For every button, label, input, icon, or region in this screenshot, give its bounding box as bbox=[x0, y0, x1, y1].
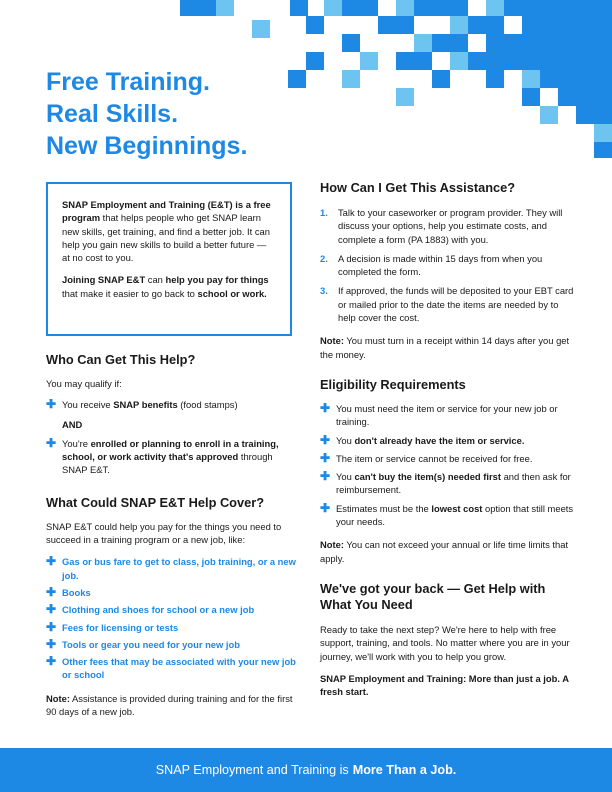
plus-icon: ✚ bbox=[320, 500, 331, 515]
item-text: option that still meets your needs. bbox=[336, 502, 574, 528]
who-intro: You may qualify if: bbox=[46, 378, 122, 389]
cover-section bbox=[46, 495, 296, 719]
headline-line-1: Free Training. bbox=[46, 68, 210, 96]
plus-icon: ✚ bbox=[320, 469, 331, 484]
item-text: through SNAP E&T. bbox=[62, 451, 273, 476]
step-text: Talk to your caseworker or program provider. They will discuss your options, help you estimate costs, and complete a form (PA 1883) with you. bbox=[338, 207, 563, 245]
note-text: You must turn in a receipt within 14 days after you get the money. bbox=[320, 335, 570, 360]
plus-icon: ✚ bbox=[46, 397, 57, 412]
plus-icon: ✚ bbox=[46, 619, 57, 634]
step-item bbox=[320, 252, 578, 279]
step-item bbox=[320, 284, 578, 324]
item-text: Other fees that may be associated with your new job or school bbox=[62, 656, 296, 681]
list-item bbox=[46, 437, 296, 477]
item-text: Clothing and shoes for school or a new job bbox=[62, 604, 255, 616]
footer-text: SNAP Employment and Training is bbox=[155, 763, 349, 777]
plus-icon: ✚ bbox=[320, 450, 331, 465]
left-column bbox=[46, 352, 296, 718]
intro-paragraph-1 bbox=[62, 198, 276, 264]
cover-heading: What Could SNAP E&T Help Cover? bbox=[46, 494, 265, 510]
who-section bbox=[46, 352, 296, 477]
item-text: You're bbox=[62, 437, 91, 449]
list-item bbox=[320, 502, 578, 529]
intro-text: can bbox=[145, 274, 166, 286]
plus-icon: ✚ bbox=[46, 654, 57, 669]
item-text: Estimates must be the bbox=[336, 502, 432, 514]
item-bold-text: enrolled or planning to enroll in a training, school, or work activity that's approved bbox=[62, 437, 279, 463]
intro-box bbox=[46, 182, 292, 336]
intro-text: that helps people who get SNAP learn new skills, get training, and find a better job. It can help you gain new skills to build a better future — at no cost to you. bbox=[62, 212, 270, 264]
who-list bbox=[46, 398, 296, 476]
list-item bbox=[320, 402, 578, 429]
footer-bold-text: More Than a Job. bbox=[352, 763, 457, 777]
list-item bbox=[320, 434, 578, 447]
plus-icon: ✚ bbox=[46, 584, 57, 599]
item-text: Tools or gear you need for your new job bbox=[62, 638, 240, 650]
how-note bbox=[320, 334, 578, 361]
step-number: 1. bbox=[320, 207, 328, 218]
eligibility-heading: Eligibility Requirements bbox=[320, 376, 466, 392]
item-bold-text: SNAP benefits bbox=[113, 399, 178, 411]
eligibility-section bbox=[320, 377, 578, 565]
who-heading: Who Can Get This Help? bbox=[46, 352, 196, 367]
item-text: and then ask for reimbursement. bbox=[336, 471, 571, 496]
intro-text: that make it easier to go back to bbox=[62, 287, 198, 299]
note-text: Assistance is provided during training and for the first 90 days of a new job. bbox=[46, 692, 293, 718]
item-text: Books bbox=[62, 586, 91, 598]
list-item bbox=[46, 586, 296, 599]
step-text: If approved, the funds will be deposited to your EBT card or mailed prior to the date the items are needed by to help cover the cost. bbox=[338, 285, 574, 324]
step-text: A decision is made within 15 days from when you completed the form. bbox=[338, 252, 543, 278]
item-text: You receive bbox=[62, 399, 114, 411]
intro-paragraph-2 bbox=[62, 273, 276, 300]
eligibility-list bbox=[320, 402, 578, 528]
list-item bbox=[320, 470, 578, 497]
list-item bbox=[46, 655, 296, 682]
note-label: Note: bbox=[320, 335, 344, 347]
how-steps bbox=[320, 206, 578, 324]
plus-icon: ✚ bbox=[46, 602, 57, 617]
item-bold-text: don't already have the item or service. bbox=[354, 434, 525, 446]
item-bold-text: can't buy the item(s) needed first bbox=[354, 471, 501, 483]
intro-bold-text: help you pay for things bbox=[165, 274, 269, 286]
note-label: Note: bbox=[46, 692, 70, 704]
cover-intro: SNAP E&T could help you pay for the things you need to succeed in a training program or a new job, like: bbox=[46, 520, 282, 546]
intro-bold-text: school or work. bbox=[197, 287, 267, 299]
right-column bbox=[320, 180, 578, 698]
closing-text: SNAP Employment and Training: More than just a job. A fresh start. bbox=[320, 672, 569, 698]
item-text: Fees for licensing or tests bbox=[62, 621, 179, 633]
item-text: Gas or bus fare to get to class, job training, or a new job. bbox=[62, 556, 296, 581]
back-body: Ready to take the next step? We're here to help with free support, training, and tools. No matter where you are in your journey, we'll work with you to help you grow. bbox=[320, 623, 570, 662]
footer-banner bbox=[0, 748, 612, 792]
eligibility-note bbox=[320, 538, 578, 565]
headline-line-2: Real Skills. bbox=[46, 100, 179, 128]
back-section bbox=[320, 581, 578, 698]
note-text: You can not exceed your annual or life time limits that apply. bbox=[320, 539, 569, 564]
list-item bbox=[46, 555, 296, 582]
back-heading: We've got your back — Get Help with What You Need bbox=[320, 580, 546, 612]
back-closing bbox=[320, 672, 578, 699]
item-text: (food stamps) bbox=[177, 399, 238, 411]
plus-icon: ✚ bbox=[320, 400, 331, 415]
cover-note bbox=[46, 692, 296, 719]
plus-icon: ✚ bbox=[320, 432, 331, 447]
plus-icon: ✚ bbox=[46, 554, 57, 569]
list-item bbox=[46, 638, 296, 651]
note-label: Note: bbox=[320, 539, 344, 551]
and-text: AND bbox=[62, 418, 83, 430]
headline-line-3: New Beginnings. bbox=[46, 132, 248, 160]
cover-list bbox=[46, 555, 296, 681]
list-item bbox=[46, 398, 296, 411]
plus-icon: ✚ bbox=[46, 435, 57, 450]
how-section bbox=[320, 180, 578, 361]
intro-bold-text: SNAP Employment and Training (E&T) is a free program bbox=[62, 199, 271, 224]
step-item bbox=[320, 206, 578, 246]
and-label bbox=[46, 418, 296, 431]
step-number: 3. bbox=[320, 285, 328, 297]
item-text: You must need the item or service for your new job or training. bbox=[336, 402, 558, 428]
item-text: You bbox=[336, 434, 355, 446]
list-item bbox=[320, 452, 578, 465]
how-heading: How Can I Get This Assistance? bbox=[320, 180, 516, 195]
headline bbox=[46, 66, 247, 162]
step-number: 2. bbox=[320, 252, 328, 264]
item-bold-text: lowest cost bbox=[431, 502, 483, 514]
list-item bbox=[46, 603, 296, 616]
plus-icon: ✚ bbox=[46, 636, 57, 651]
item-text: You bbox=[336, 471, 355, 483]
item-text: The item or service cannot be received for free. bbox=[336, 452, 533, 464]
list-item bbox=[46, 621, 296, 634]
intro-bold-text: Joining SNAP E&T bbox=[62, 274, 146, 286]
